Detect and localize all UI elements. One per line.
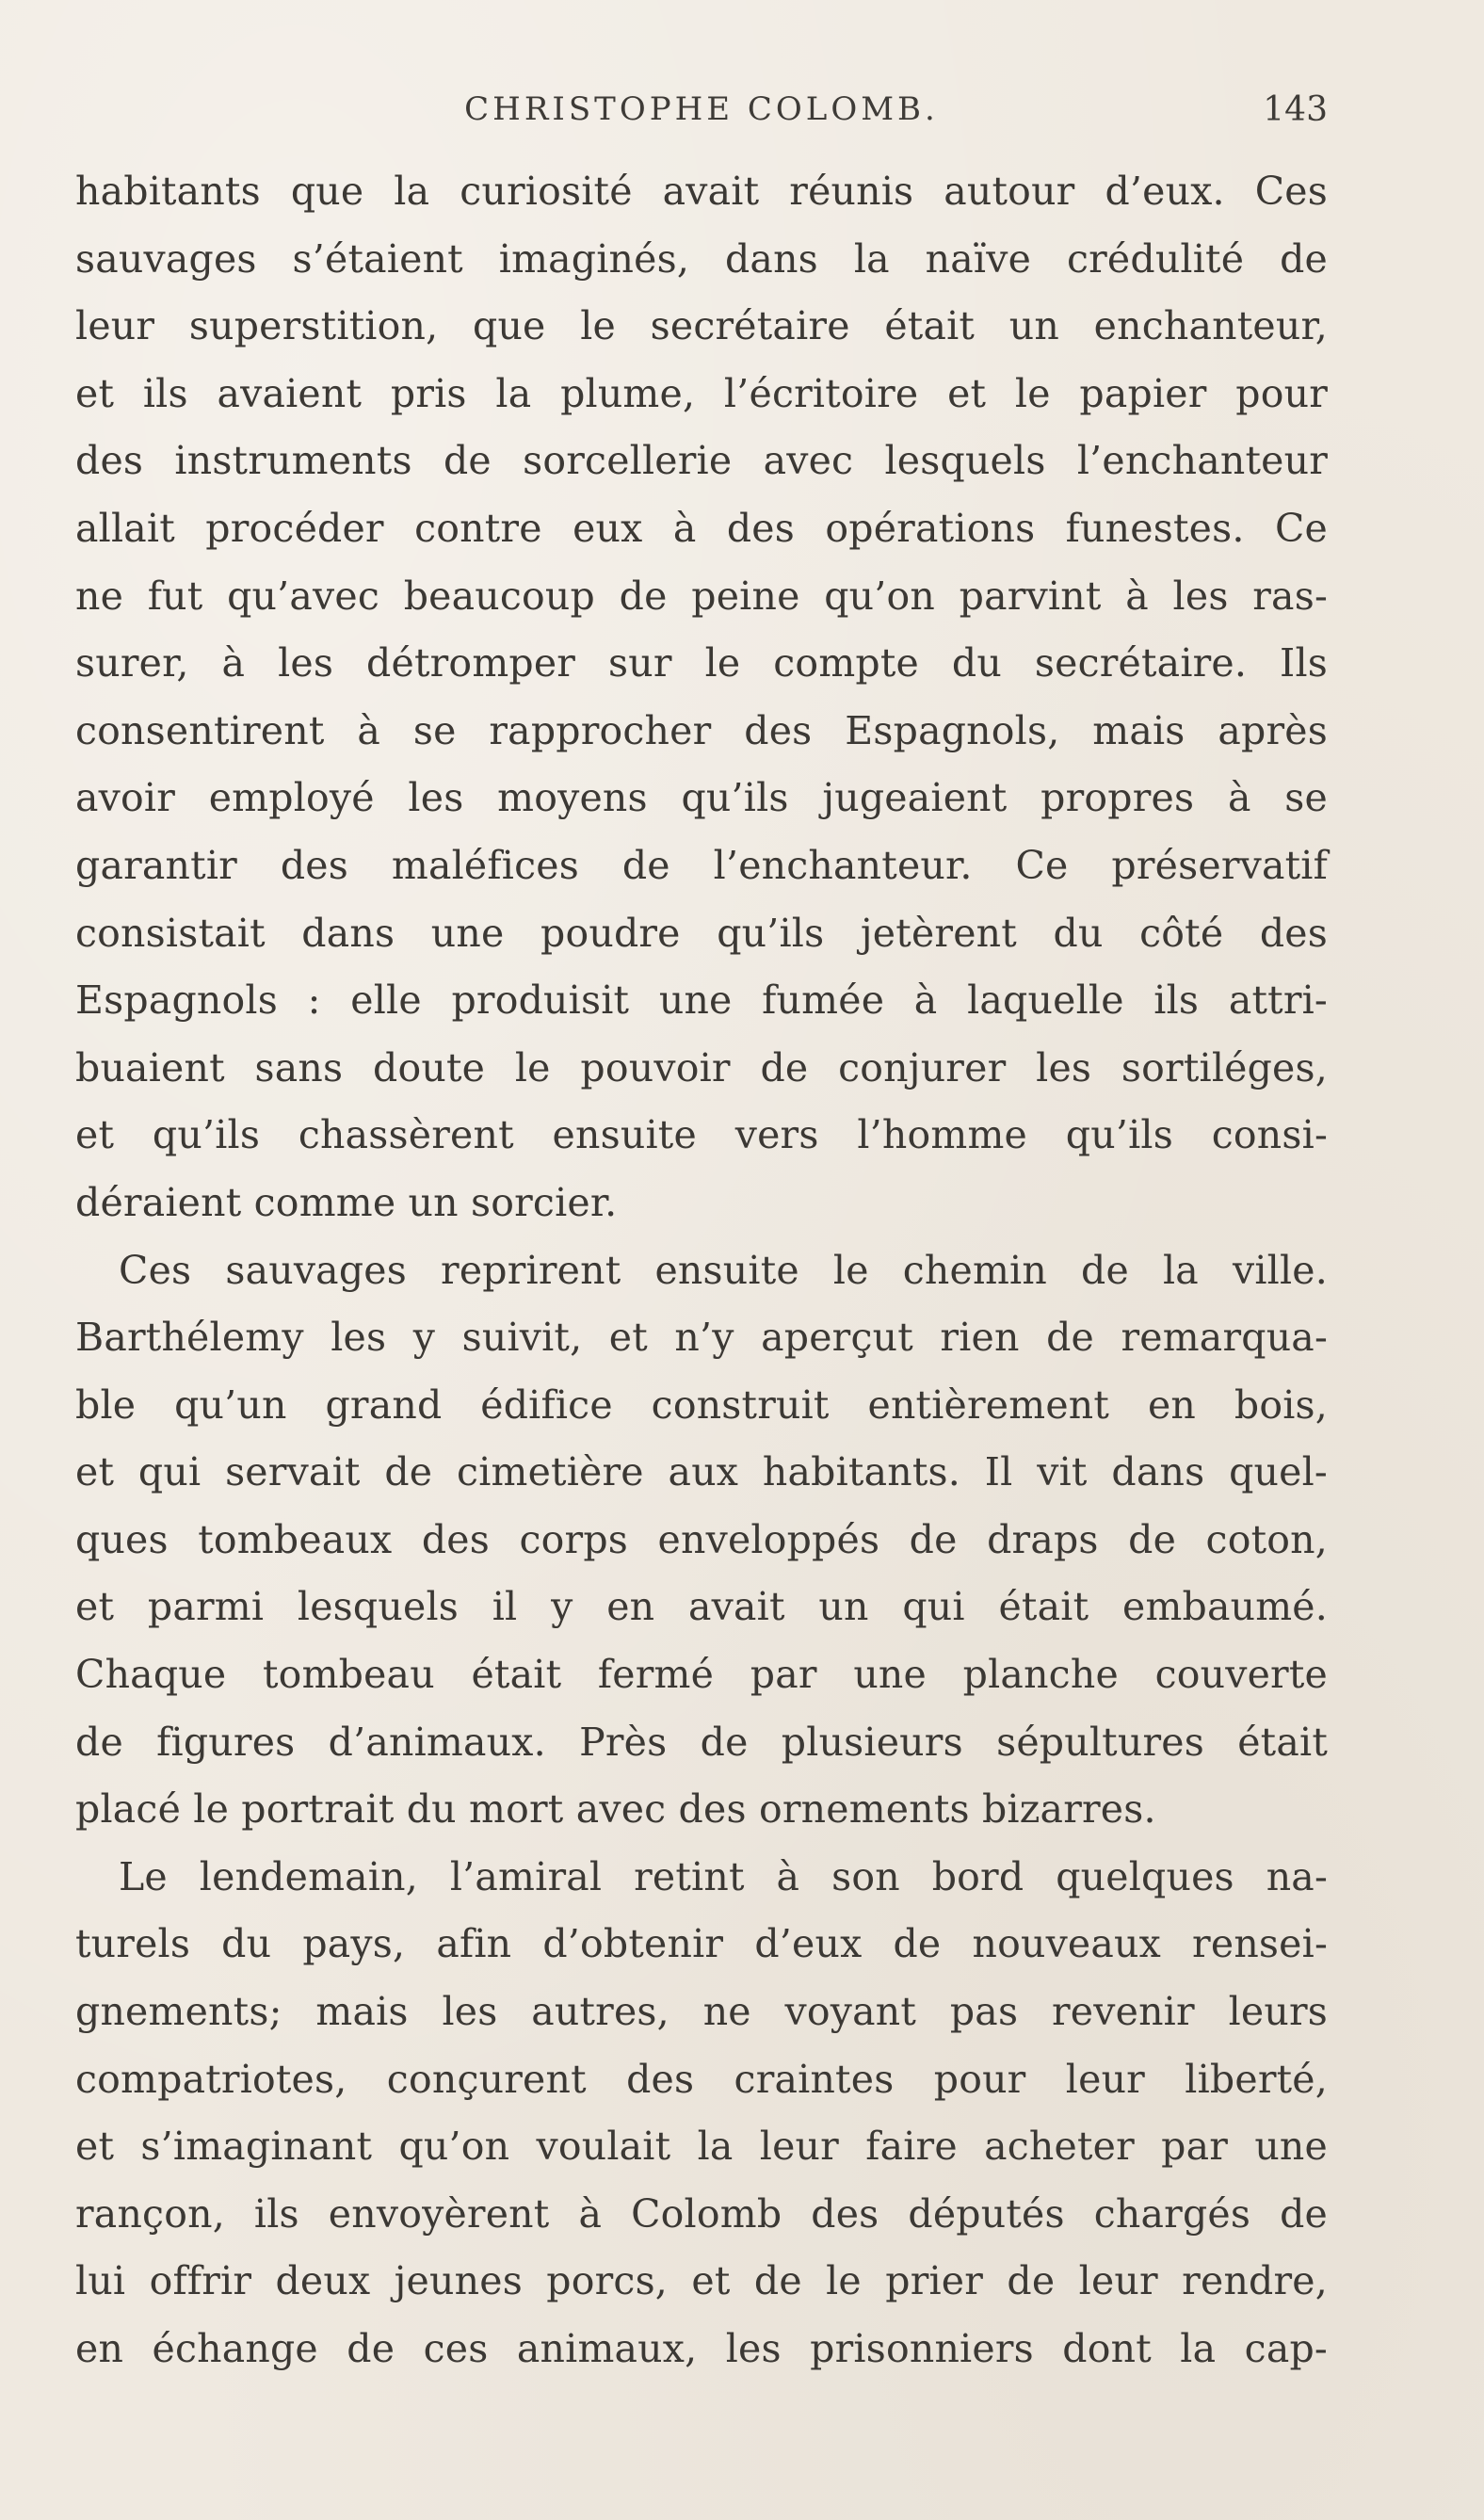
text-line: Espagnols : elle produisit une fumée à laquelle ils attri- bbox=[75, 977, 1328, 1024]
text-line: des instruments de sorcellerie avec lesquels l’enchanteur bbox=[75, 438, 1328, 484]
text-line: et qu’ils chassèrent ensuite vers l’homme qu’ils consi- bbox=[75, 1112, 1328, 1158]
text-line: ne fut qu’avec beaucoup de peine qu’on parvint à les ras- bbox=[75, 573, 1328, 619]
text-line: déraient comme un sorcier. bbox=[75, 1179, 618, 1225]
text-line: et s’imaginant qu’on voulait la leur faire acheter par une bbox=[75, 2124, 1328, 2170]
text-line: ble qu’un grand édifice construit entièrement en bois, bbox=[75, 1381, 1328, 1428]
text-line: avoir employé les moyens qu’ils jugeaient propres à se bbox=[75, 775, 1328, 821]
text-line: turels du pays, afin d’obtenir d’eux de nouveaux rensei- bbox=[75, 1921, 1328, 1967]
text-line: buaient sans doute le pouvoir de conjurer les sortiléges, bbox=[75, 1044, 1328, 1090]
text-line: garantir des maléfices de l’enchanteur. Ce préservatif bbox=[75, 842, 1328, 888]
text-line: ques tombeaux des corps enveloppés de draps de coton, bbox=[75, 1516, 1328, 1562]
body-text bbox=[75, 158, 1328, 2383]
text-line: rançon, ils envoyèrent à Colomb des députés chargés de bbox=[75, 2190, 1328, 2237]
text-line: et qui servait de cimetière aux habitants. Il vit dans quel- bbox=[75, 1449, 1328, 1495]
text-line: et parmi lesquels il y en avait un qui était embaumé. bbox=[75, 1584, 1328, 1630]
text-line: et ils avaient pris la plume, l’écritoire et le papier pour bbox=[75, 370, 1328, 416]
text-line: en échange de ces animaux, les prisonniers dont la cap- bbox=[75, 2326, 1328, 2371]
text-line: de figures d’animaux. Près de plusieurs sépultures était bbox=[75, 1719, 1328, 1765]
text-line: Chaque tombeau était fermé par une planche couverte bbox=[75, 1652, 1328, 1698]
text-line: habitants que la curiosité avait réunis autour d’eux. Ces bbox=[75, 169, 1328, 214]
text-line: leur superstition, que le secrétaire était un enchanteur, bbox=[75, 303, 1328, 349]
running-head bbox=[75, 90, 1328, 137]
text-line: consentirent à se rapprocher des Espagnols, mais après bbox=[75, 707, 1328, 753]
text-line: placé le portrait du mort avec des ornements bizarres. bbox=[75, 1786, 1156, 1833]
text-line: sauvages s’étaient imaginés, dans la naïve crédulité de bbox=[75, 235, 1328, 282]
running-title: CHRISTOPHE COLOMB. bbox=[464, 90, 939, 128]
text-line: Ces sauvages reprirent ensuite le chemin de la ville. bbox=[119, 1247, 1328, 1293]
text-line: gnements; mais les autres, ne voyant pas revenir leurs bbox=[75, 1989, 1328, 2035]
text-line: Barthélemy les y suivit, et n’y aperçut rien de remarqua- bbox=[75, 1315, 1328, 1361]
text-line: allait procéder contre eux à des opérations funestes. Ce bbox=[75, 505, 1328, 551]
text-line: compatriotes, conçurent des craintes pour leur liberté, bbox=[75, 2056, 1328, 2102]
page-number: 143 bbox=[1263, 90, 1328, 129]
text-line: lui offrir deux jeunes porcs, et de le prier de leur rendre, bbox=[75, 2258, 1328, 2304]
text-line: surer, à les détromper sur le compte du secrétaire. Ils bbox=[75, 640, 1328, 687]
text-line: consistait dans une poudre qu’ils jetèrent du côté des bbox=[75, 910, 1328, 956]
text-line: Le lendemain, l’amiral retint à son bord quelques na- bbox=[119, 1853, 1328, 1899]
